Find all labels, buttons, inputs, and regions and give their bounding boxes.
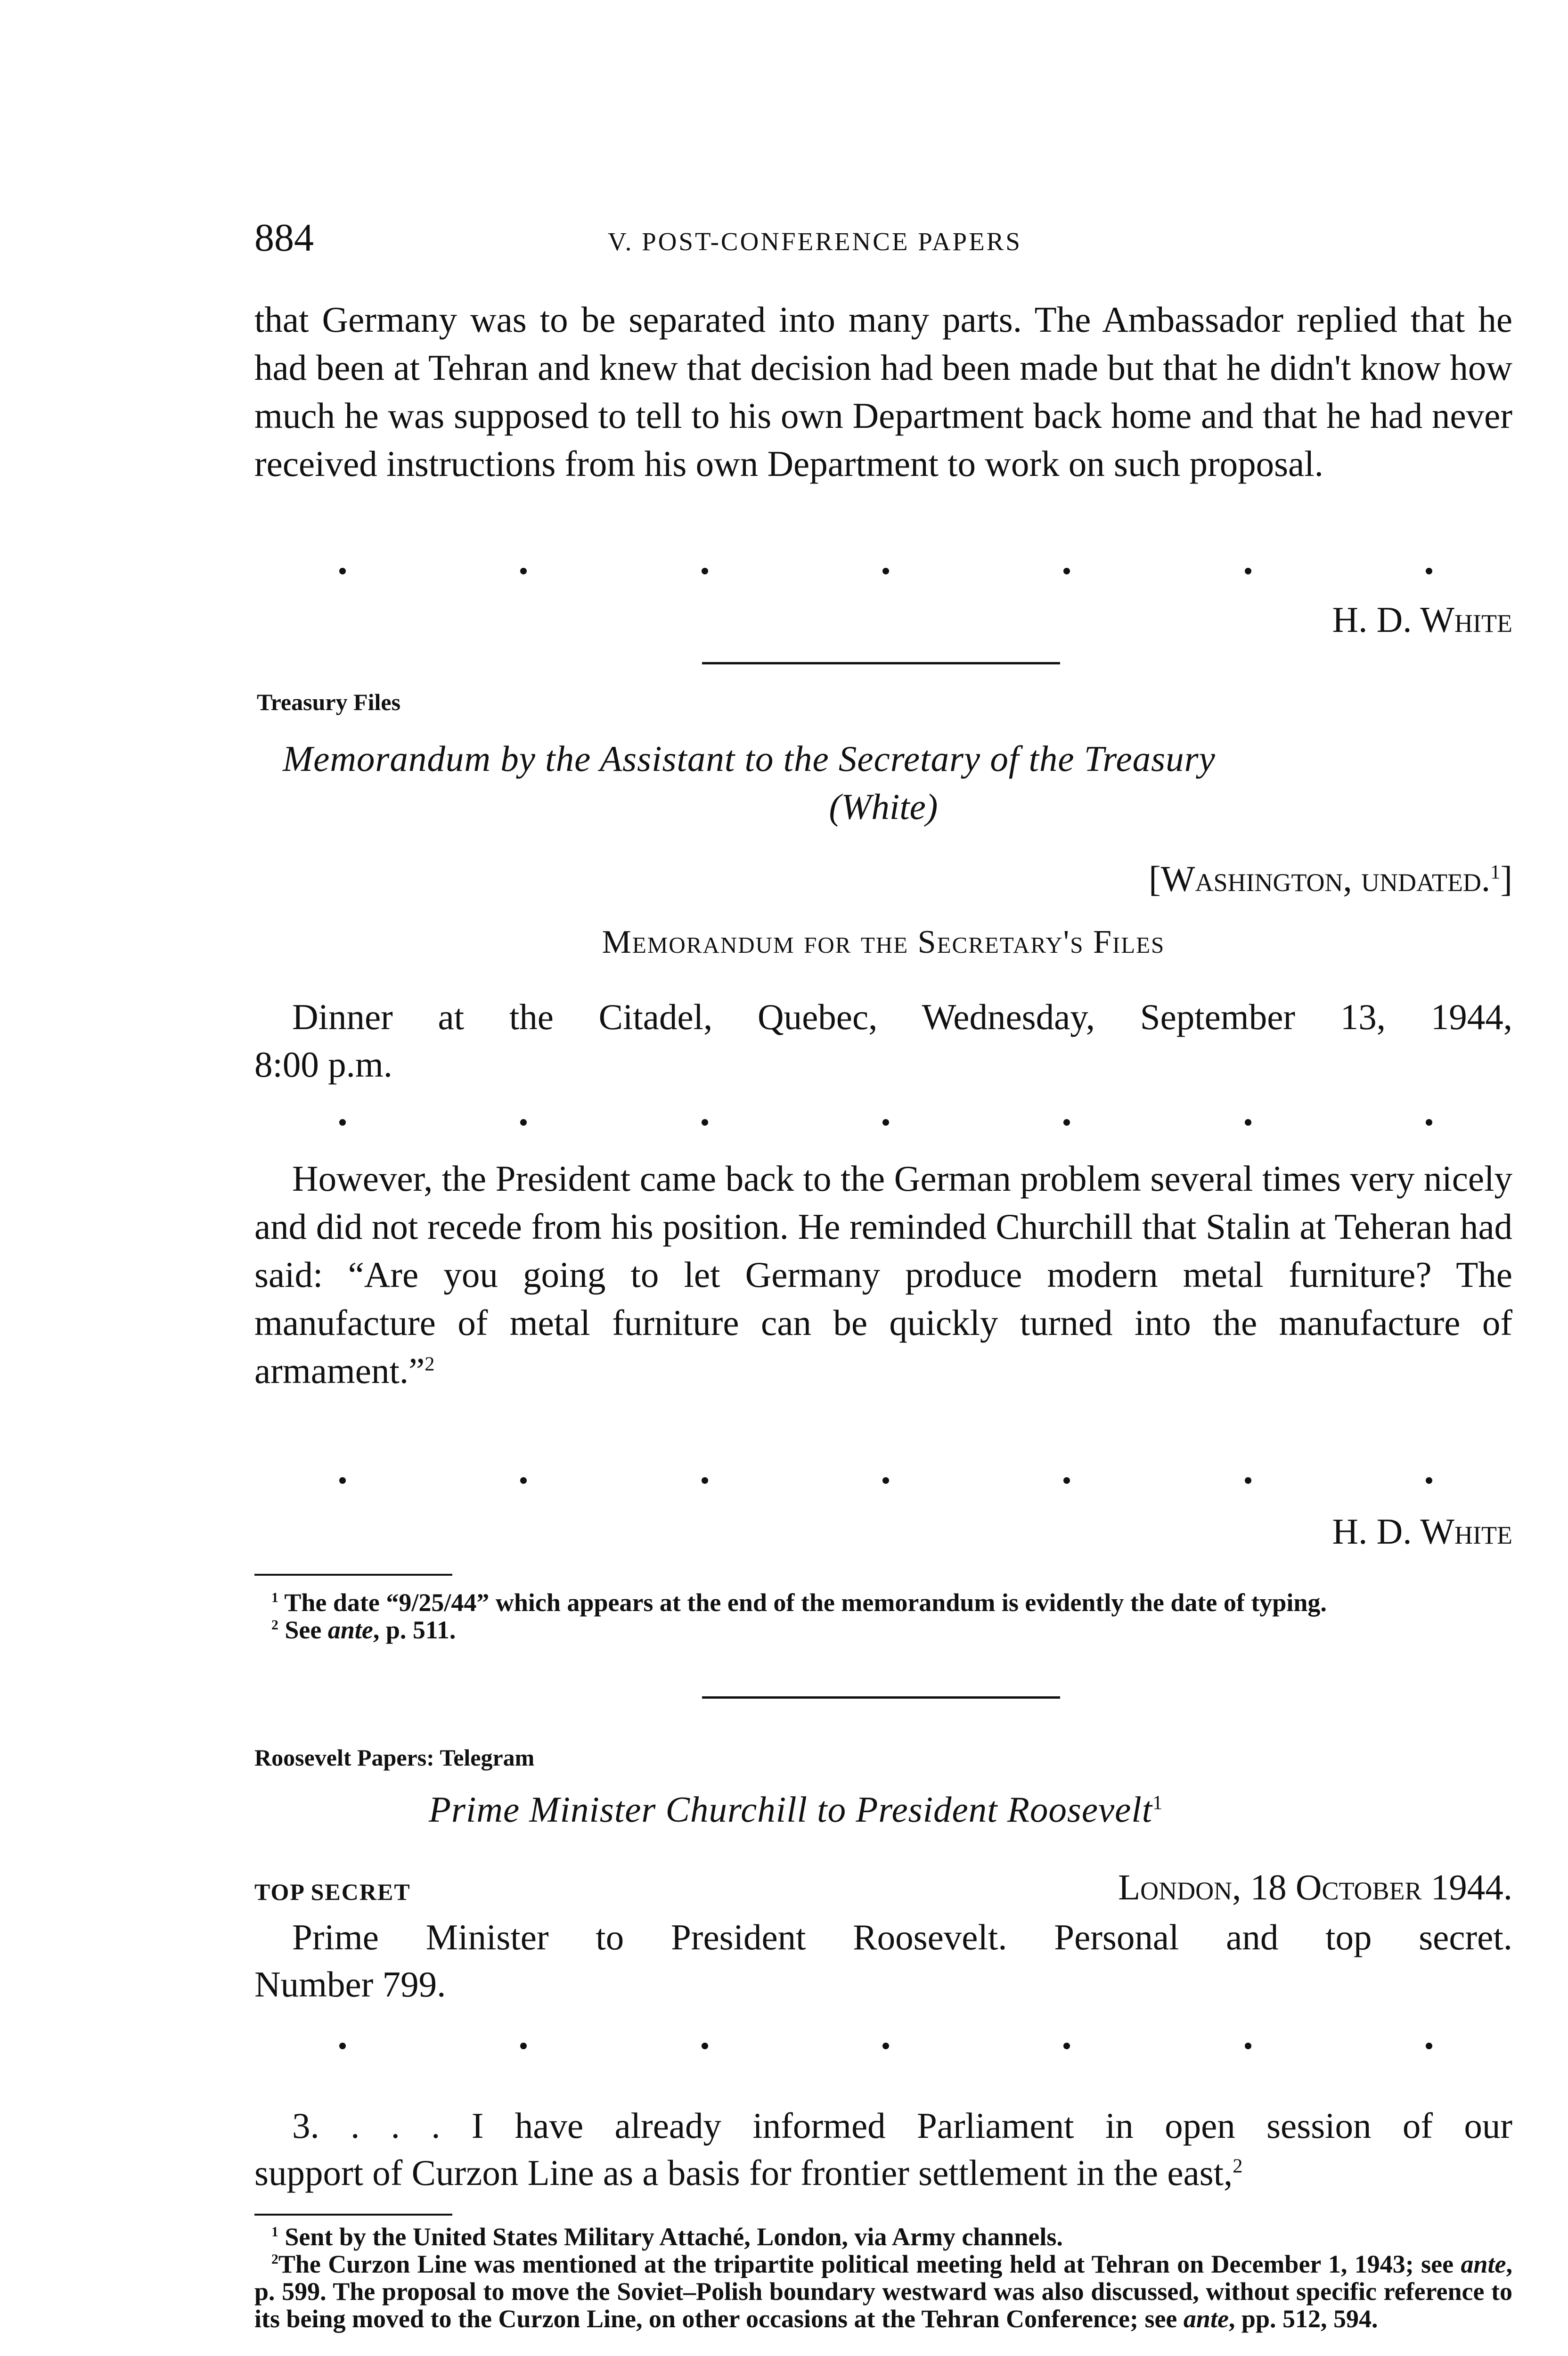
footnotes [254,2223,1512,2332]
paragraph-3-line1: 3. . . . I have already informed Parliament in open session of our [292,2105,1512,2146]
place-date: London, 18 October 1944. [1118,1867,1512,1907]
footnote-italic: ante [327,1616,373,1644]
running-title: V. POST-CONFERENCE PAPERS [608,227,1022,256]
footnote [254,2250,1512,2332]
footnote-rule [254,2214,452,2216]
footnote [254,2223,1512,2250]
ellipsis-row [339,568,1432,574]
place-date-close: ] [1500,859,1512,899]
footnotes [254,1589,1512,1644]
footnote-mark: 1 [271,1590,278,1605]
memo-paragraph [254,1154,1512,1395]
footnote-text: , pp. 512, 594. [1228,2305,1378,2333]
source-label: Treasury Files [257,689,401,715]
place-date [801,855,1512,902]
footnote-marker: 1 [1152,1792,1163,1814]
ellipsis-row [339,1477,1432,1484]
classification: TOP SECRET [254,1879,411,1905]
document-title: Memorandum by the Assistant to the Secretary of the Treasury [283,738,1216,779]
footnote-mark: 2 [271,1618,278,1633]
footnote-mark: 2 [271,2252,278,2267]
footnote-mark: 1 [271,2225,278,2240]
telegram-opening-line2: Number 799. [254,1964,446,2004]
telegram-title-text: Prime Minister Churchill to President Roosevelt [429,1789,1153,1830]
continuation-paragraph: that Germany was to be separated into many parts. The Ambassador replied that he had been at Tehran and knew that decision had been made but that he didn't know how much he was supposed to tell to his own Department back home and that he had never received instructions from his own Department to work on such proposal. [254,299,1512,484]
footnote [254,1616,1512,1644]
telegram-title [429,1786,1163,1833]
document-title-line2: (White) [829,786,938,827]
footnote-rule [254,1574,452,1576]
footnote-marker: 2 [425,1353,435,1375]
ellipsis-row [339,2043,1432,2049]
footnote-marker: 1 [1490,861,1501,884]
paragraph-3-text: support of Curzon Line as a basis for frontier settlement in the east, [254,2152,1233,2193]
section-divider [702,662,1060,664]
dinner-time: 8:00 p.m. [254,1044,393,1085]
footnote-text: The Curzon Line was mentioned at the tripartite political meeting held at Tehran on December 1, 1943; see [278,2250,1461,2278]
section-divider [702,1696,1060,1699]
telegram-opening: Prime Minister to President Roosevelt. Personal and top secret. [292,1917,1512,1957]
dinner-line: Dinner at the Citadel, Quebec, Wednesday, September 13, 1944, [292,997,1512,1037]
source-label: Roosevelt Papers: Telegram [254,1744,535,1771]
signature: H. D. White [1332,1511,1512,1552]
place-date-text: [Washington, undated. [1149,859,1491,899]
memo-paragraph-text: However, the President came back to the German problem several times very nicely and did not recede from his position. He reminded Churchill that Stalin at Teheran had said: “Are you going to let Germany produce modern metal furniture? The manufacture of metal furniture can be quickly turned into the manufacture of armament.” [254,1158,1512,1391]
page-number: 884 [254,216,314,260]
footnote-text: The date “9/25/44” which appears at the end of the memorandum is evidently the date of typing. [284,1588,1327,1617]
signature: H. D. White [1332,599,1512,640]
footnote-text: Sent by the United States Military Attaché, London, via Army channels. [285,2223,1063,2251]
footnote-italic: ante [1183,2305,1229,2333]
ellipsis-row [339,1119,1432,1126]
footnote [254,1589,1512,1616]
paragraph-3-line2 [254,2149,1512,2197]
footnote-text: , p. 511. [373,1616,456,1644]
footnote-text: See [285,1616,328,1644]
footnote-text: , p. 599. The proposal to move the Soviet–Polish boundary westward was also discussed, without specific reference to its being moved to the Curzon Line, on other occasions at the Tehran Conference; see [254,2250,1512,2333]
memo-heading: Memorandum for the Secretary's Files [602,924,1165,960]
footnote-marker: 2 [1233,2155,1243,2177]
footnote-italic: ante [1461,2250,1506,2278]
